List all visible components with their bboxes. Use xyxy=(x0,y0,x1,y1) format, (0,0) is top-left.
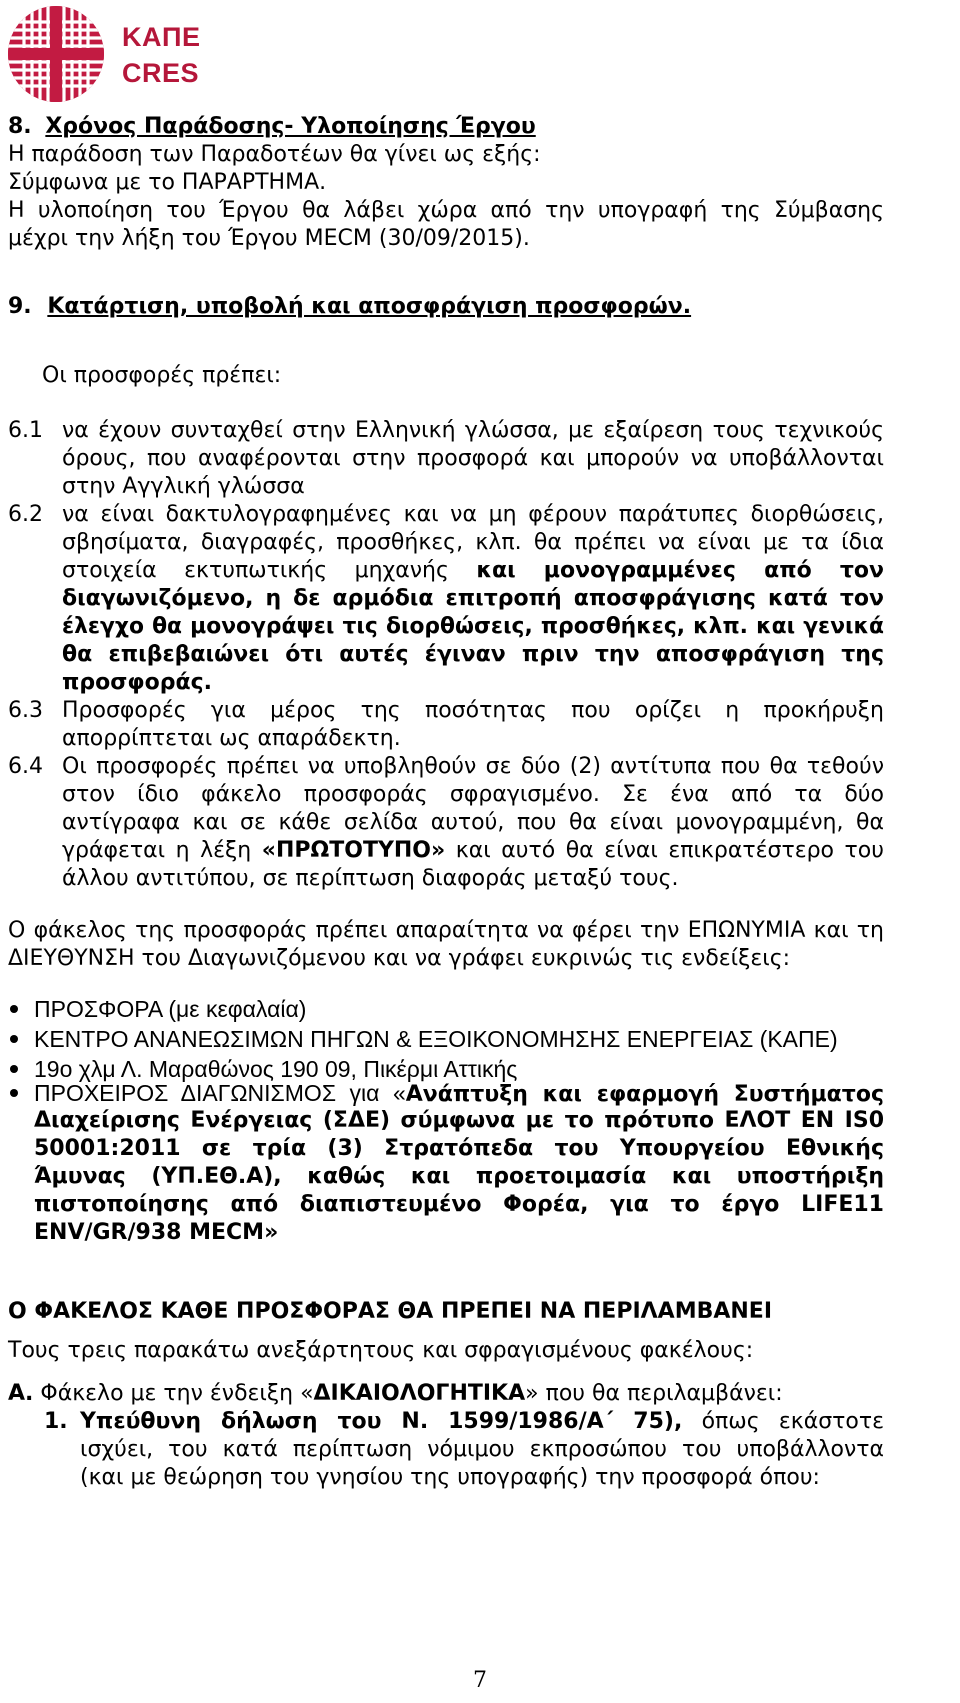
bullet-item-1: ΠΡΟΣΦΟΡΑ (με κεφαλαία) xyxy=(34,996,307,1022)
item-6-2-line-5: έλεγχο θα μονογράψει τις διορθώσεις, προσθήκες, κλπ. και γενικά xyxy=(62,614,884,639)
cres-logo xyxy=(4,4,204,104)
bullet-item-4-line-6: ENV/GR/938 MECM» xyxy=(34,1220,279,1245)
bullet-item-4-line-5: πιστοποίησης από διαπιστευμένο Φορέα, για το έργο LIFE11 xyxy=(34,1192,884,1217)
section9-title: Κατάρτιση, υποβολή και αποσφράγιση προσφορών. xyxy=(47,294,692,319)
item-6-2-line-6: θα επιβεβαιώνει ότι αυτές έγιναν πριν την αποσφράγιση της xyxy=(62,642,884,667)
item-1-line-3: (και με θεώρηση του γνησίου της υπογραφής) την προσφορά όπου: xyxy=(80,1465,820,1490)
item-6-1-number: 6.1 xyxy=(8,418,43,443)
supporting-documents-label: ΔΙΚΑΙΟΛΟΓΗΤΙΚΑ xyxy=(313,1381,526,1406)
item-6-2-line-2: σβησίματα, διαγραφές, προσθήκες, κλπ. θα πρέπει να είναι με τα ίδια xyxy=(62,530,884,555)
section8-line-2: Σύμφωνα με το ΠΑΡΑΡΤΗΜΑ. xyxy=(8,170,327,195)
part-a-label: Α. xyxy=(8,1381,34,1406)
bullet-item-4-line-2: Διαχείρισης Ενέργειας (ΣΔΕ) σύμφωνα με το πρότυπο ΕΛΟΤ EN IS0 xyxy=(34,1108,884,1133)
section8-title: Χρόνος Παράδοσης- Υλοποίησης Έργου xyxy=(45,114,536,139)
page-number: 7 xyxy=(473,1668,487,1693)
item-6-3-line-2: απορρίπτεται ως απαράδεκτη. xyxy=(62,726,401,751)
item-6-4-line-2: στον ίδιο φάκελο προσφοράς σφραγισμένο. Σε ένα από τα δύο xyxy=(62,782,884,807)
section9-intro: Οι προσφορές πρέπει: xyxy=(42,363,282,388)
item-6-1-line-1: να έχουν συνταχθεί στην Ελληνική γλώσσα, με εξαίρεση τους τεχνικούς xyxy=(62,418,884,443)
item-6-4-line-1: Οι προσφορές πρέπει να υποβληθούν σε δύο (2) αντίτυπα που θα τεθούν xyxy=(62,754,884,779)
item-1-number: 1. xyxy=(44,1409,68,1434)
three-envelopes-text: Τους τρεις παρακάτω ανεξάρτητους και σφραγισμένους φακέλους: xyxy=(8,1338,754,1363)
item-6-1-line-2: όρους, που αναφέρονται στην προσφορά και μπορούν να υποβάλλονται xyxy=(62,446,884,471)
item-6-2-line-3: στοιχεία εκτυπωτικής μηχανής και μονογραμμένες από τον xyxy=(62,558,884,583)
item-6-2-line-1: να είναι δακτυλογραφημένες και να μη φέρουν παράτυπες διορθώσεις, xyxy=(62,502,884,527)
section9-number: 9. xyxy=(8,294,32,319)
bullet-dot-icon xyxy=(6,1031,22,1047)
item-6-4-number: 6.4 xyxy=(8,754,43,779)
item-1-line-2: ισχύει, του κατά περίπτωση νόμιμου εκπροσώπου του υποβάλλοντα xyxy=(80,1437,884,1462)
bullet-item-4-line-1: ΠΡΟΧΕΙΡΟΣ ΔΙΑΓΩΝΙΣΜΟΣ για «Ανάπτυξη και εφαρμογή Συστήματος xyxy=(34,1080,884,1107)
prototype-word: «ΠΡΩΤΟΤΥΠΟ» xyxy=(261,838,446,863)
item-6-4-line-5: άλλου αντιτύπου, σε περίπτωση διαφοράς μεταξύ τους. xyxy=(62,866,679,891)
bullet-dot-icon xyxy=(6,1001,22,1017)
section8-heading xyxy=(8,112,536,142)
item-6-4-line-3: αντίγραφα και σε κάθε σελίδα αυτού, που θα είναι μονογραμμένη, θα xyxy=(62,810,884,835)
item-6-2-line-7: προσφοράς. xyxy=(62,670,212,695)
item-6-4-line-4: γράφεται η λέξη «ΠΡΩΤΟΤΥΠΟ» και αυτό θα είναι επικρατέστερο του xyxy=(62,838,884,863)
item-6-1-line-3: στην Αγγλική γλώσσα xyxy=(62,474,305,499)
envelope-contents-heading: Ο ΦΑΚΕΛΟΣ ΚΑΘΕ ΠΡΟΣΦΟΡΑΣ ΘΑ ΠΡΕΠΕΙ ΝΑ ΠΕΡΙΛΑΜΒΑΝΕΙ xyxy=(8,1299,773,1324)
section8-number: 8. xyxy=(8,114,32,139)
part-a-line: Α. Φάκελο με την ένδειξη «ΔΙΚΑΙΟΛΟΓΗΤΙΚΑ» που θα περιλαμβάνει: xyxy=(8,1381,783,1406)
item-1-line-1: Υπεύθυνη δήλωση του Ν. 1599/1986/Α΄ 75), όπως εκάστοτε xyxy=(80,1409,885,1434)
section8-line-4: μέχρι την λήξη του Έργου MECM (30/09/2015). xyxy=(8,226,530,251)
bullet-item-2: ΚΕΝΤΡΟ ΑΝΑΝΕΩΣΙΜΩΝ ΠΗΓΩΝ & ΕΞΟΙΚΟΝΟΜΗΣΗΣ ΕΝΕΡΓΕΙΑΣ (ΚΑΠΕ) xyxy=(34,1026,838,1052)
bullet-item-3: 19ο χλμ Λ. Μαραθώνος 190 09, Πικέρμι Αττικής xyxy=(34,1056,518,1082)
logo-text-cres: CRES xyxy=(122,58,200,88)
section8-line-1: Η παράδοση των Παραδοτέων θα γίνει ως εξής: xyxy=(8,142,541,167)
section8-line-3: Η υλοποίηση του Έργου θα λάβει χώρα από την υπογραφή της Σύμβασης xyxy=(8,198,884,223)
bullet-dot-icon xyxy=(6,1085,22,1101)
item-6-2-bold-start: και μονογραμμένες από τον xyxy=(476,558,884,583)
section9-heading xyxy=(8,292,691,322)
bullet-item-4-line-4: Άμυνας (ΥΠ.ΕΘ.Α), καθώς και προετοιμασία και υποστήριξη xyxy=(34,1164,884,1189)
envelope-line-2: ΔΙΕΥΘΥΝΣΗ του Διαγωνιζόμενου και να γράφει ευκρινώς τις ενδείξεις: xyxy=(8,946,791,971)
logo-text-kape: ΚΑΠΕ xyxy=(122,22,201,52)
item-6-3-line-1: Προσφορές για μέρος της ποσότητας που ορίζει η προκήρυξη xyxy=(62,698,884,723)
item-6-2-line-4: διαγωνιζόμενο, η δε αρμόδια επιτροπή αποσφράγισης κατά τον xyxy=(62,586,884,611)
item-6-2-number: 6.2 xyxy=(8,502,43,527)
item-6-3-number: 6.3 xyxy=(8,698,43,723)
cres-logo-emblem xyxy=(4,4,108,104)
bullet-dot-icon xyxy=(6,1061,22,1077)
bullet-item-4-line-3: 50001:2011 σε τρία (3) Στρατόπεδα του Υπουργείου Εθνικής xyxy=(34,1136,884,1161)
envelope-line-1: Ο φάκελος της προσφοράς πρέπει απαραίτητα να φέρει την ΕΠΩΝΥΜΙΑ και τη xyxy=(8,918,884,943)
